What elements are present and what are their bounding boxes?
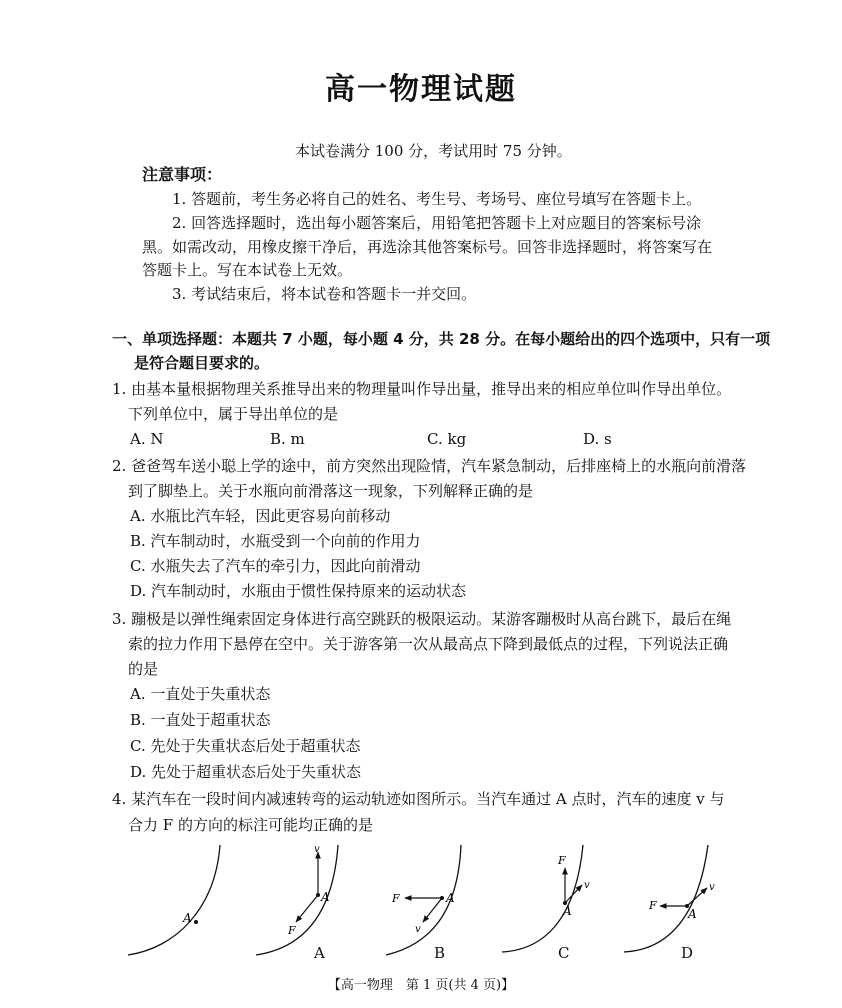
force-label: F bbox=[649, 899, 657, 912]
point-a-label: A bbox=[321, 890, 330, 904]
q4-stem: 4. 某汽车在一段时间内减速转弯的运动轨迹如图所示。当汽车通过 A 点时，汽车的速度 v 与 bbox=[112, 790, 725, 808]
notes-item-2-cont: 黑。如需改动，用橡皮擦干净后，再选涂其他答案标号。回答非选择题时，将答案写在 bbox=[142, 238, 713, 256]
notes-item-3: 3. 考试结束后，将本试卷和答题卡一并交回。 bbox=[172, 285, 477, 303]
option-d-figure bbox=[622, 840, 732, 960]
q1-stem: 1. 由基本量根据物理关系推导出来的物理量叫作导出量，推导出来的相应单位叫作导出单位。 bbox=[112, 380, 732, 398]
velocity-label: v bbox=[709, 882, 715, 893]
q2-option-d: D. 汽车制动时，水瓶由于惯性保持原来的运动状态 bbox=[130, 582, 467, 600]
notes-item-1: 1. 答题前，考生务必将自己的姓名、考生号、考场号、座位号填写在答题卡上。 bbox=[172, 190, 702, 208]
section-1-heading: 一、单项选择题：本题共 7 小题，每小题 4 分，共 28 分。在每小题给出的四个选项中，只有一项 bbox=[112, 330, 771, 348]
q2-stem-cont: 到了脚垫上。关于水瓶向前滑落这一现象，下列解释正确的是 bbox=[128, 482, 534, 500]
q2-option-c: C. 水瓶失去了汽车的牵引力，因此向前滑动 bbox=[130, 557, 421, 575]
q3-option-d: D. 先处于超重状态后处于失重状态 bbox=[130, 763, 362, 781]
force-label: F bbox=[558, 854, 566, 867]
point-a-label: A bbox=[446, 891, 455, 905]
force-label: F bbox=[392, 892, 400, 905]
velocity-label: v bbox=[314, 844, 320, 855]
q3-option-a: A. 一直处于失重状态 bbox=[130, 685, 271, 703]
option-a-figure bbox=[248, 840, 358, 960]
q2-option-a: A. 水瓶比汽车轻，因此更容易向前移动 bbox=[130, 507, 391, 525]
option-b-figure bbox=[378, 840, 488, 960]
q3-option-b: B. 一直处于超重状态 bbox=[130, 711, 271, 729]
q2-stem: 2. 爸爸驾车送小聪上学的途中，前方突然出现险情，汽车紧急制动，后排座椅上的水瓶向前滑落 bbox=[112, 457, 747, 475]
velocity-arrow bbox=[565, 885, 582, 903]
q3-stem: 3. 蹦极是以弹性绳索固定身体进行高空跳跃的极限运动。某游客蹦极时从高台跳下，最后在绳 bbox=[112, 610, 732, 628]
q3-option-c: C. 先处于失重状态后处于超重状态 bbox=[130, 737, 361, 755]
figure-label-b: B bbox=[434, 944, 446, 962]
notes-item-2: 2. 回答选择题时，选出每小题答案后，用铅笔把答题卡上对应题目的答案标号涂 bbox=[172, 214, 702, 232]
force-arrow bbox=[296, 895, 318, 922]
q1-option-d: D. s bbox=[583, 430, 612, 448]
q4-stem-cont: 合力 F 的方向的标注可能均正确的是 bbox=[128, 816, 373, 834]
point-a bbox=[194, 920, 198, 924]
figure-label-d: D bbox=[681, 944, 694, 962]
velocity-label: v bbox=[415, 924, 421, 935]
exam-intro: 本试卷满分 100 分，考试用时 75 分钟。 bbox=[295, 142, 572, 160]
q3-stem-end: 的是 bbox=[128, 660, 159, 678]
exam-title: 高一物理试题 bbox=[325, 72, 517, 107]
page-footer: 【高一物理 第 1 页(共 4 页)】 bbox=[327, 978, 515, 993]
trajectory-curve bbox=[502, 845, 583, 952]
trajectory-figure bbox=[120, 840, 230, 960]
velocity-label: v bbox=[584, 880, 590, 891]
point-a-label: A bbox=[688, 907, 697, 921]
q3-stem-cont: 索的拉力作用下悬停在空中。关于游客第一次从最高点下降到最低点的过程，下列说法正确 bbox=[128, 635, 729, 653]
section-1-heading-cont: 是符合题目要求的。 bbox=[134, 354, 270, 372]
notes-heading: 注意事项： bbox=[142, 165, 223, 184]
point-a-label: A bbox=[183, 911, 192, 925]
q1-option-a: A. N bbox=[130, 430, 164, 448]
force-label: F bbox=[288, 924, 296, 937]
q1-stem-cont: 下列单位中，属于导出单位的是 bbox=[128, 405, 339, 423]
q1-option-b: B. m bbox=[270, 430, 305, 448]
q1-option-c: C. kg bbox=[427, 430, 467, 448]
figure-label-a: A bbox=[314, 944, 325, 962]
velocity-arrow bbox=[423, 898, 442, 922]
notes-item-2-end: 答题卡上。写在本试卷上无效。 bbox=[142, 261, 353, 279]
q2-option-b: B. 汽车制动时，水瓶受到一个向前的作用力 bbox=[130, 532, 421, 550]
option-c-figure bbox=[500, 840, 610, 960]
trajectory-curve bbox=[128, 845, 220, 955]
figure-label-c: C bbox=[558, 944, 570, 962]
point-a-label: A bbox=[563, 904, 572, 918]
